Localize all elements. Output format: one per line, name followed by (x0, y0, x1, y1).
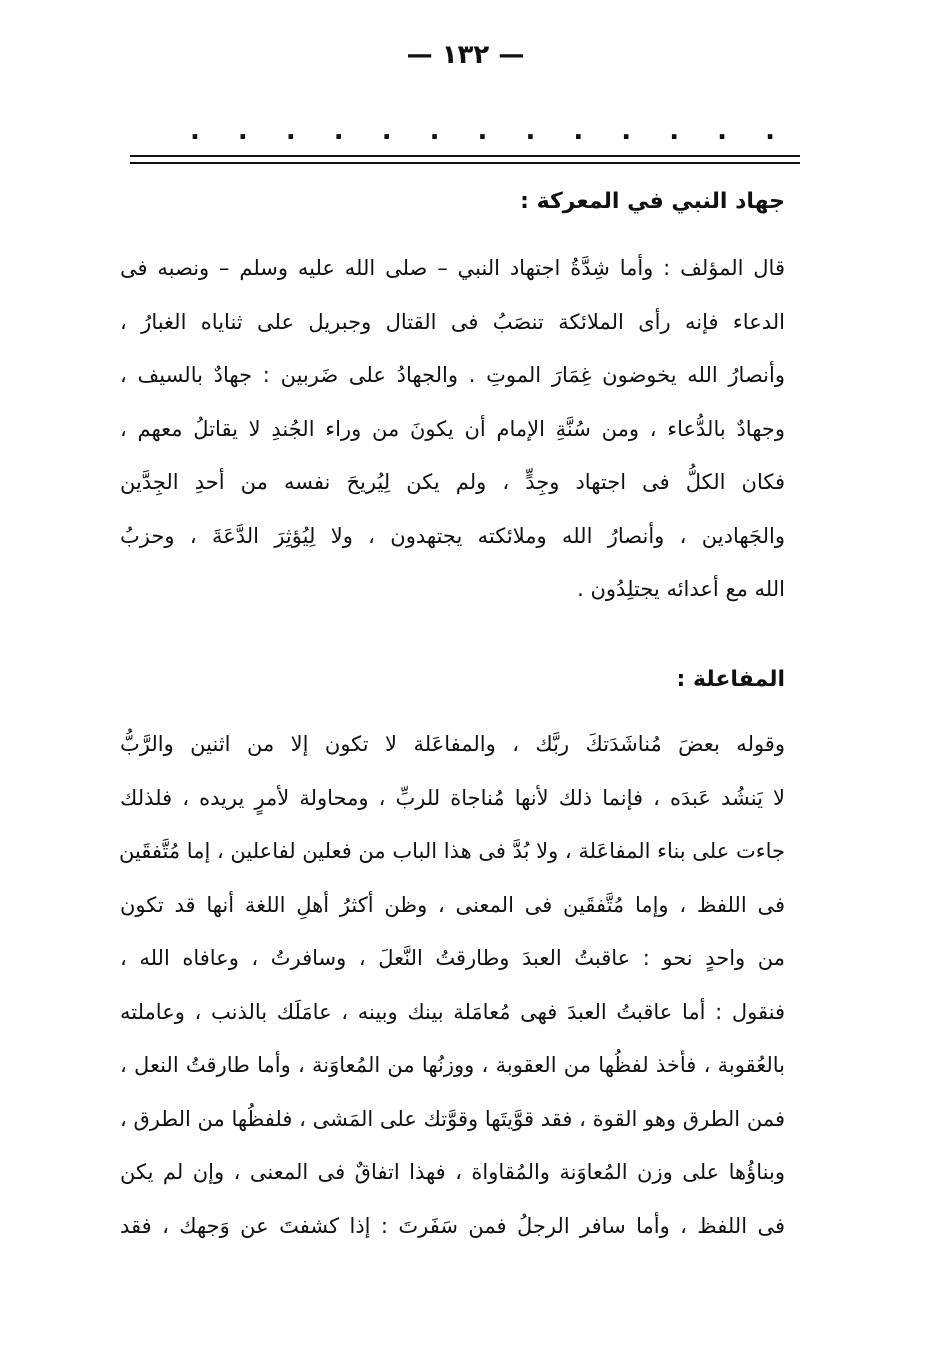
text-line: فى اللفظ ، وأما سافر الرجلُ فمن سَفَرتَ : إذا كشفتَ عن وَجهك ، فقد (120, 1213, 785, 1238)
section1-body (120, 242, 785, 617)
text-line: لا يَنشُد عَبدَه ، فإنما ذلك لأنها مُناجاة للربِّ ، ومحاولة لأمرٍ يريده ، فلذلك (120, 785, 785, 810)
text-line: والجَهادين ، وأنصارُ الله وملائكته يجتهدون ، ولا لِيُؤثِرَ الدَّعَةَ ، وحزبُ (120, 523, 785, 548)
header-rule-bottom (130, 162, 800, 164)
separator-dot: . (190, 116, 200, 146)
text-line: وبناؤُها على وزن المُعاوَنة والمُقاواة ، فهذا اتفاقٌ فى المعنى ، وإن لم يكن (120, 1160, 785, 1184)
separator-dot: . (573, 116, 584, 146)
text-line: قال المؤلف : وأما شِدَّةُ اجتهاد النبي – صلى الله عليه وسلم – ونصبه فى (120, 256, 785, 280)
separator-dot: . (477, 116, 488, 146)
dotted-separator (190, 116, 775, 146)
header-rule-top (130, 155, 800, 157)
separator-dot: . (621, 116, 632, 146)
text-line: جاءت على بناء المفاعَلة ، ولا بُدَّ فى هذا الباب من فعلين لفاعلين ، إما مُتَّفقَين (118, 839, 785, 863)
section-heading (120, 182, 785, 222)
section-heading (120, 660, 785, 700)
separator-dot: . (717, 116, 728, 146)
separator-dot: . (285, 116, 296, 146)
separator-dot: . (669, 116, 680, 146)
section1-heading-text: جهاد النبي في المعركة : (520, 189, 785, 214)
text-line: فى اللفظ ، وإما مُتَّفقَين فى المعنى ، وظن أكثرُ أهلِ اللغة أنها قد تكون (120, 892, 785, 917)
page-number: — ١٣٢ — (406, 40, 525, 70)
text-line: فنقول : أما عاقبتُ العبدَ فهى مُعامَلة بينك وبينه ، عامَلَك بالذنب ، وعاملته (120, 999, 785, 1024)
text-line: الله مع أعدائه يجتلِدُون . (577, 577, 785, 601)
text-line: الدعاء فإنه رأى الملائكة تنصَبُ فى القتال وجبريل على ثناياه الغبارُ ، (120, 309, 785, 334)
text-line: من واحدٍ نحو : عاقبتُ العبدَ وطارقتُ النَّعلَ ، وسافرتُ ، وعافاه الله ، (120, 946, 785, 970)
text-line: فمن الطرق وهو القوة ، فقد قوَّيتَها وقوَّتك على المَشى ، فلفظُها من الطرق ، (120, 1106, 785, 1131)
separator-dot: . (237, 116, 248, 146)
separator-dot: . (765, 116, 775, 146)
separator-dot: . (381, 116, 392, 146)
text-line: وجهادٌ بالدُّعاء ، ومن سُنَّةِ الإمام أن يكونَ من وراء الجُندِ لا يقاتلُ معهم ، (120, 416, 785, 441)
text-line: بالعُقوبة ، فأخذ لفظُها من العقوبة ، ووزنُها من المُعاوَنة ، وأما طارقتُ النعل ، (120, 1053, 785, 1077)
text-line: وقوله بعضَ مُناشَدَتكَ ربَّك ، والمفاعَلة لا تكون إلا من اثنين والرَّبُّ (120, 732, 785, 756)
separator-dot: . (429, 116, 440, 146)
text-line: وأنصارُ الله يخوضون غِمَارَ الموتِ . والجهادُ على ضَربين : جهادٌ بالسيف ، (120, 363, 785, 387)
separator-dot: . (525, 116, 536, 146)
section2-body (120, 718, 785, 1253)
section2-heading-text: المفاعلة : (676, 667, 785, 692)
separator-dot: . (333, 116, 344, 146)
text-line: فكان الكلُّ فى اجتهاد وجِدٍّ ، ولم يكن لِيُريحَ نفسه من أحدِ الجِدَّين (120, 470, 785, 494)
